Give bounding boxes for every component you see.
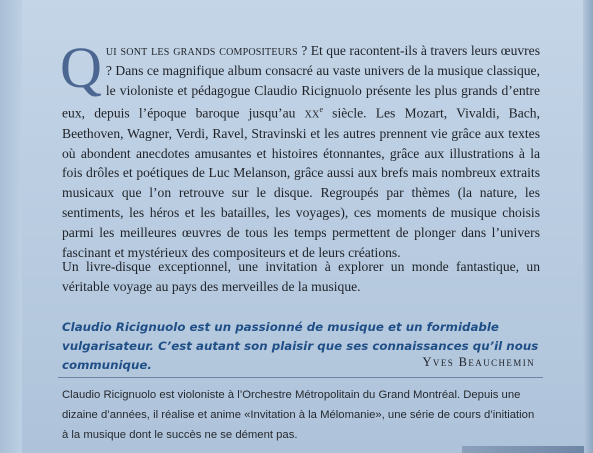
intro-text-1: ? Et que racontent-ils à travers leurs œuvres ? Dans ce magnifique album consacré au vaste univers de la musique classique, le violoniste et pédagogue Claudio Ricignuolo présente les plus grands d’entre eux, depuis l’époque baroque jusqu’au [62,43,541,121]
author-bio: Claudio Ricignuolo est violoniste à l’Orchestre Métropolitain du Grand Montréal. Depuis une dizaine d’années, il réalise et anime «Invitation à la Mélomanie», une série de cours d’initiation à la musique dont le succès ne se dément pas. [62,389,535,441]
intro-text-2: siècle. Les Mozart, Vivaldi, Bach, Beethoven, Wagner, Verdi, Ravel, Stravinski et les autres prennent vie grâce aux textes où abondent anecdotes amusantes et histoires étonnantes, grâce aux illustrations à la fois drôles et poétiques de Luc Melanson, grâce aussi aux brefs mais nombreux extraits musicaux que l’on retrouve sur le disque. Regroupés par thèmes (la nature, les sentiments, les héros et les batailles, les voyages), ces moments de musique choisis parmi les meilleures œuvres de tous les temps permettent de plonger dans l’univers fascinant et mystérieux des compositeurs et de leurs créations. [62,105,540,260]
intro-paragraph [60,35,541,262]
blurb-quote: Claudio Ricignuolo est un passionné de musique et un formidable vulgarisateur. C’est autant son plaisir que ses connaissances qu’il nous communique. [62,320,539,372]
century-suffix: e [319,105,323,115]
century-numeral: xx [304,105,320,121]
second-paragraph: Un livre-disque exceptionnel, une invitation à explorer un monde fantastique, un véritable voyage au pays des merveilles de la musique. [62,259,540,294]
drop-cap: Q [60,35,102,100]
page-left-edge [0,0,22,453]
bottom-edge-strip [462,446,584,453]
quote-author: Yves Beauchemin [422,355,535,369]
lead-small-caps: ui sont les grands compositeurs [105,43,298,58]
divider-rule [58,377,543,378]
page-right-edge [583,0,593,453]
